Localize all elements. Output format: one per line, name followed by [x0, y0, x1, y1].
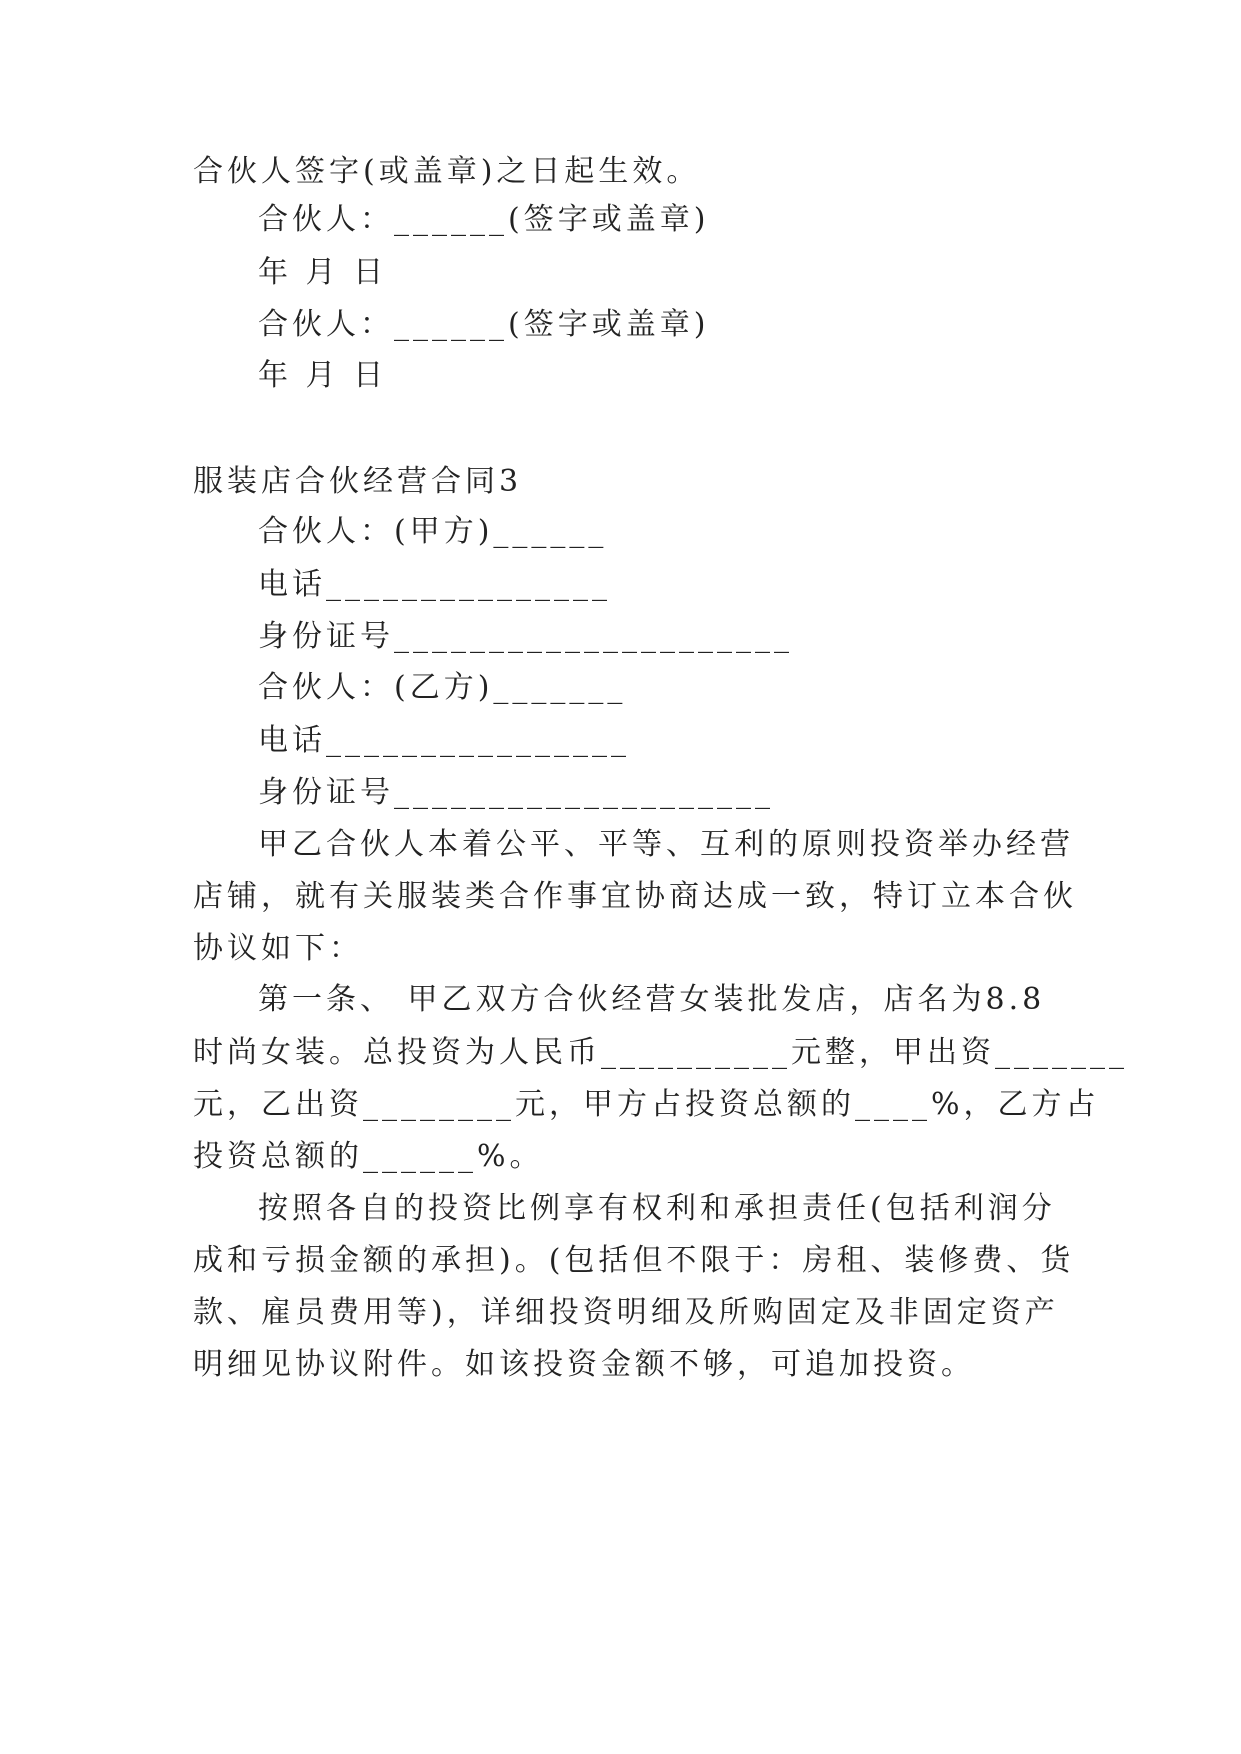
paragraph-line: 协议如下：	[193, 931, 363, 966]
date-line-1: 年 月 日	[258, 255, 388, 290]
partner-b-phone: 电话________________	[258, 723, 630, 758]
partner-b-line: 合伙人：(乙方)_______	[258, 670, 627, 705]
article-1-line: 第一条、 甲乙双方合伙经营女装批发店，店名为8.8	[258, 982, 1046, 1017]
article-1-line: 投资总额的______%。	[193, 1139, 544, 1174]
section-title: 服装店合伙经营合同3	[193, 464, 523, 499]
partner-signature-line-2: 合伙人：______(签字或盖章)	[258, 307, 710, 342]
article-1-line: 时尚女装。总投资为人民币__________元整，甲出资_______	[193, 1035, 1128, 1070]
paragraph-line: 店铺，就有关服装类合作事宜协商达成一致，特订立本合伙	[193, 879, 1077, 914]
paragraph-line: 甲乙合伙人本着公平、平等、互利的原则投资举办经营	[258, 827, 1074, 862]
partner-b-id: 身份证号____________________	[258, 775, 774, 810]
paragraph-line: 按照各自的投资比例享有权利和承担责任(包括利润分	[258, 1191, 1056, 1226]
partner-a-line: 合伙人：(甲方)______	[258, 514, 608, 549]
text-line-effective-date: 合伙人签字(或盖章)之日起生效。	[193, 154, 701, 189]
paragraph-line: 成和亏损金额的承担)。(包括但不限于：房租、装修费、货	[193, 1243, 1075, 1278]
paragraph-line: 款、雇员费用等)，详细投资明细及所购固定及非固定资产	[193, 1295, 1059, 1330]
partner-a-id: 身份证号_____________________	[258, 619, 793, 654]
date-line-2: 年 月 日	[258, 358, 388, 393]
paragraph-line: 明细见协议附件。如该投资金额不够，可追加投资。	[193, 1347, 975, 1382]
partner-a-phone: 电话_______________	[258, 567, 611, 602]
partner-signature-line-1: 合伙人：______(签字或盖章)	[258, 202, 710, 237]
article-1-line: 元，乙出资________元，甲方占投资总额的____%，乙方占	[193, 1087, 1100, 1122]
